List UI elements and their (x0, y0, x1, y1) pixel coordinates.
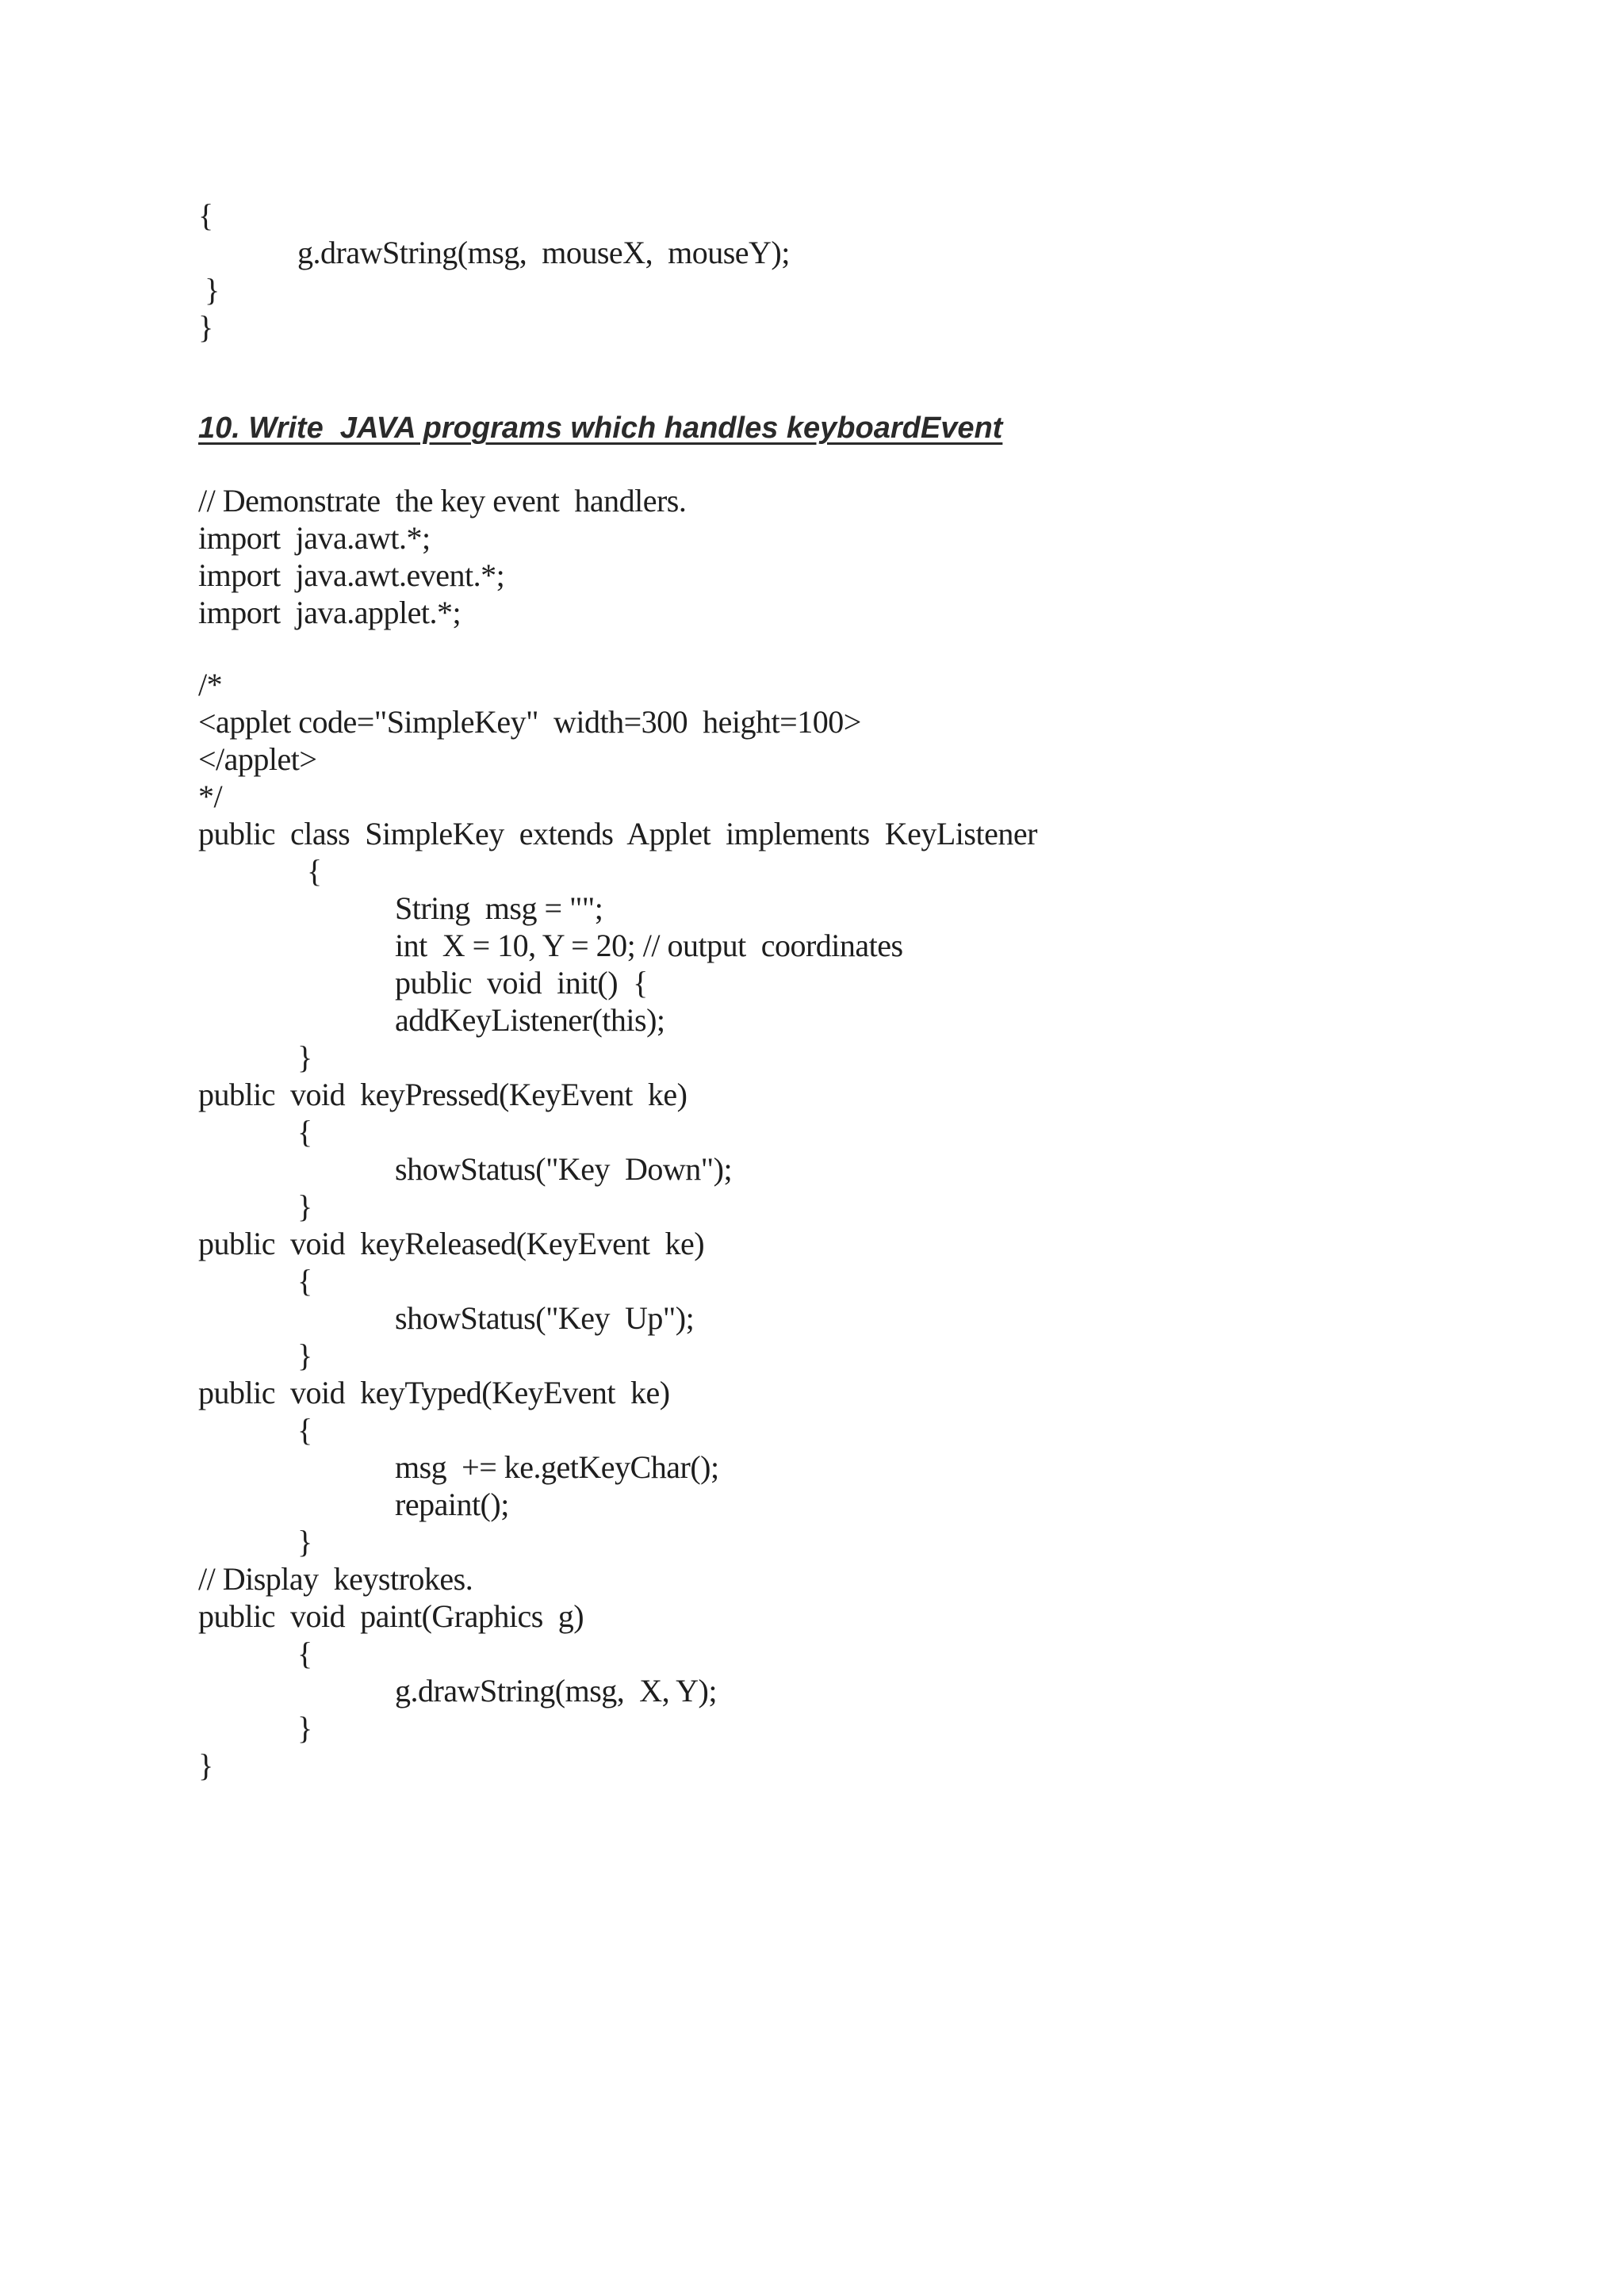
code-line: g.drawString(msg, mouseX, mouseY); (297, 235, 790, 270)
code-line: addKeyListener(this); (395, 1002, 665, 1038)
code-line: import java.awt.*; (198, 520, 431, 556)
code-line: } (198, 309, 213, 345)
code-line: repaint(); (395, 1487, 509, 1522)
code-line: public void keyReleased(KeyEvent ke) (198, 1226, 705, 1261)
code-line: public class SimpleKey extends Applet implements KeyListener (198, 816, 1037, 851)
code-line: */ (198, 779, 223, 814)
code-line: } (297, 1524, 312, 1559)
code-line: import java.awt.event.*; (198, 557, 505, 593)
code-line: int X = 10, Y = 20; // output coordinates (395, 928, 903, 963)
code-line: String msg = ""; (395, 890, 603, 926)
section-heading: 10. Write JAVA programs which handles keyboardEvent (198, 411, 1003, 445)
code-line: { (198, 197, 213, 233)
code-line: // Demonstrate the key event handlers. (198, 483, 687, 519)
code-line: } (297, 1710, 312, 1746)
code-line: // Display keystrokes. (198, 1561, 473, 1597)
code-line: } (297, 1188, 312, 1224)
code-line: } (297, 1039, 312, 1075)
code-line: public void keyPressed(KeyEvent ke) (198, 1077, 688, 1112)
code-line: { (297, 1636, 312, 1671)
code-line: } (205, 272, 220, 308)
code-line: } (297, 1337, 312, 1373)
code-line: showStatus("Key Down"); (395, 1151, 733, 1187)
code-line: { (297, 1412, 312, 1448)
code-line: import java.applet.*; (198, 595, 462, 630)
code-line: msg += ke.getKeyChar(); (395, 1449, 719, 1485)
code-line: g.drawString(msg, X, Y); (395, 1673, 717, 1709)
code-line: showStatus("Key Up"); (395, 1300, 695, 1336)
code-line: { (297, 1263, 312, 1299)
code-line: /* (198, 667, 223, 702)
code-line: public void keyTyped(KeyEvent ke) (198, 1375, 670, 1410)
code-line: } (198, 1747, 213, 1783)
code-line: <applet code="SimpleKey" width=300 height=100> (198, 704, 861, 740)
code-line: public void paint(Graphics g) (198, 1598, 584, 1634)
code-line: { (297, 1114, 312, 1150)
code-line: public void init() { (395, 965, 648, 1001)
code-line: </applet> (198, 741, 317, 777)
code-line: { (307, 853, 322, 889)
